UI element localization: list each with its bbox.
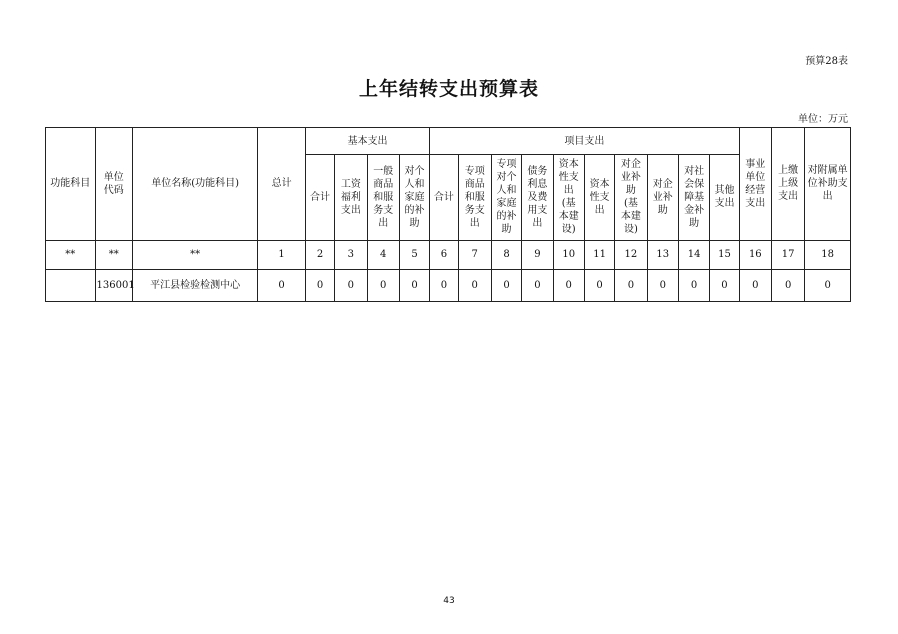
header-enterprise-basic: 对企业补助(基本建设) bbox=[615, 155, 647, 240]
header-capital-basic: 资本性支出(基本建设) bbox=[553, 155, 584, 240]
header-project-group: 项目支出 bbox=[430, 128, 739, 155]
table-row bbox=[46, 269, 851, 301]
cell-enterprise: 0 bbox=[647, 269, 678, 301]
header-upward: 上缴上级支出 bbox=[771, 128, 804, 241]
header-individual-subsidy: 对个人和家庭的补助 bbox=[399, 155, 429, 240]
cell-salary: 0 bbox=[335, 269, 367, 301]
cell-capital-basic: 0 bbox=[553, 269, 584, 301]
header-proj-goods: 专项商品和服务支出 bbox=[458, 155, 491, 240]
header-other: 其他支出 bbox=[710, 155, 739, 240]
cell-social-security: 0 bbox=[678, 269, 709, 301]
header-basic-subtotal: 合计 bbox=[305, 155, 334, 240]
cell-basic-subtotal: 0 bbox=[305, 269, 334, 301]
header-unit-code: 单位代码 bbox=[95, 128, 132, 241]
header-project-subtotal: 合计 bbox=[430, 155, 458, 240]
index-cell: ** bbox=[95, 240, 132, 269]
header-goods-services: 一般商品和服务支出 bbox=[367, 155, 399, 240]
cell-func-subject bbox=[46, 269, 96, 301]
index-cell: 7 bbox=[458, 240, 491, 269]
cell-business-ops: 0 bbox=[739, 269, 771, 301]
header-total: 总计 bbox=[258, 128, 306, 241]
header-salary: 工资福利支出 bbox=[335, 155, 367, 240]
header-enterprise: 对企业补助 bbox=[647, 155, 678, 240]
index-cell: 12 bbox=[615, 240, 647, 269]
cell-other: 0 bbox=[710, 269, 739, 301]
header-basic-group: 基本支出 bbox=[305, 128, 429, 155]
header-debt-interest: 债务利息及费用支出 bbox=[522, 155, 553, 240]
index-cell: ** bbox=[46, 240, 96, 269]
header-affiliated: 对附属单位补助支出 bbox=[805, 128, 851, 241]
cell-goods-services: 0 bbox=[367, 269, 399, 301]
cell-upward: 0 bbox=[771, 269, 804, 301]
header-func-subject: 功能科目 bbox=[46, 128, 96, 241]
index-cell: 1 bbox=[258, 240, 306, 269]
cell-debt-interest: 0 bbox=[522, 269, 553, 301]
index-cell: 16 bbox=[739, 240, 771, 269]
index-cell: 13 bbox=[647, 240, 678, 269]
index-cell: 14 bbox=[678, 240, 709, 269]
header-unit-name: 单位名称(功能科目) bbox=[132, 128, 257, 241]
header-capital: 资本性支出 bbox=[584, 155, 614, 240]
header-social-security: 对社会保障基金补助 bbox=[678, 155, 709, 240]
form-number: 预算28表 bbox=[805, 56, 848, 67]
index-row bbox=[46, 240, 851, 269]
index-cell: 6 bbox=[430, 240, 458, 269]
cell-unit-name: 平江县检验检测中心 bbox=[132, 269, 257, 301]
index-cell: 10 bbox=[553, 240, 584, 269]
index-cell: 15 bbox=[710, 240, 739, 269]
cell-capital: 0 bbox=[584, 269, 614, 301]
index-cell: 2 bbox=[305, 240, 334, 269]
page-title: 上年结转支出预算表 bbox=[358, 78, 539, 100]
cell-affiliated: 0 bbox=[805, 269, 851, 301]
index-cell: 5 bbox=[399, 240, 429, 269]
index-cell: 9 bbox=[522, 240, 553, 269]
cell-individual-subsidy: 0 bbox=[399, 269, 429, 301]
index-cell: 4 bbox=[367, 240, 399, 269]
unit-label: 单位：万元 bbox=[798, 114, 848, 125]
page-number: 43 bbox=[443, 596, 455, 606]
header-proj-individual: 专项对个人和家庭的补助 bbox=[491, 155, 521, 240]
cell-proj-goods: 0 bbox=[458, 269, 491, 301]
index-cell: 8 bbox=[491, 240, 521, 269]
index-cell: 3 bbox=[335, 240, 367, 269]
index-cell: ** bbox=[132, 240, 257, 269]
index-cell: 18 bbox=[805, 240, 851, 269]
index-cell: 11 bbox=[584, 240, 614, 269]
cell-enterprise-basic: 0 bbox=[615, 269, 647, 301]
cell-total: 0 bbox=[258, 269, 306, 301]
header-business-ops: 事业单位经营支出 bbox=[739, 128, 771, 241]
index-cell: 17 bbox=[771, 240, 804, 269]
cell-proj-individual: 0 bbox=[491, 269, 521, 301]
budget-table bbox=[45, 127, 851, 302]
cell-project-subtotal: 0 bbox=[430, 269, 458, 301]
cell-unit-code: 136001 bbox=[95, 269, 132, 301]
